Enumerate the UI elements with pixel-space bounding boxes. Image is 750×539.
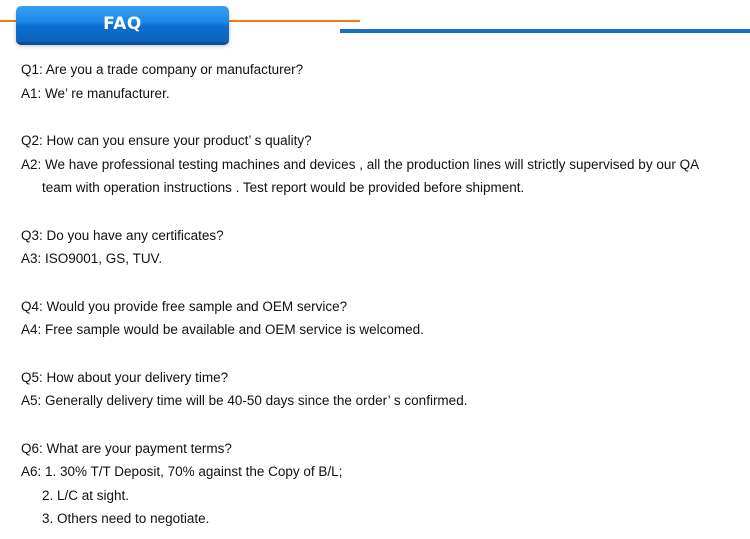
header-accent-line-blue [340, 29, 750, 33]
faq-answer-continuation: 3. Others need to negotiate. [42, 511, 210, 526]
faq-question: Q4: Would you provide free sample and OEM service? [21, 298, 348, 314]
faq-title: FAQ [103, 14, 142, 34]
faq-title-tab [16, 6, 229, 42]
faq-answer-continuation: 2. L/C at sight. [42, 487, 130, 503]
faq-answer: A6: 1. 30% T/T Deposit, 70% against the Copy of B/L; [21, 464, 343, 479]
faq-question: Q6: What are your payment terms? [21, 440, 232, 456]
faq-question: Q5: How about your delivery time? [21, 369, 229, 385]
faq-item [21, 129, 741, 200]
faq-item [21, 366, 741, 413]
faq-answer: A4: Free sample would be available and OEM service is welcomed. [21, 322, 424, 337]
faq-item [21, 295, 741, 342]
faq-item [21, 224, 741, 271]
faq-item [21, 437, 741, 531]
faq-answer: A3: ISO9001, GS, TUV. [21, 251, 163, 266]
faq-answer-continuation: team with operation instructions . Test report would be provided before shipment. [42, 180, 525, 195]
faq-header [0, 0, 750, 50]
faq-item [21, 58, 741, 105]
faq-question: Q1: Are you a trade company or manufacturer? [21, 62, 304, 77]
faq-answer: A1: We’ re manufacturer. [21, 85, 170, 101]
faq-question: Q3: Do you have any certificates? [21, 227, 224, 243]
faq-question: Q2: How can you ensure your product’ s quality? [21, 133, 312, 148]
faq-list [21, 58, 741, 539]
faq-answer: A2: We have professional testing machines and devices , all the production lines will strictly supervised by our QA [21, 156, 700, 172]
faq-answer: A5: Generally delivery time will be 40-50 days since the order’ s confirmed. [21, 393, 468, 408]
